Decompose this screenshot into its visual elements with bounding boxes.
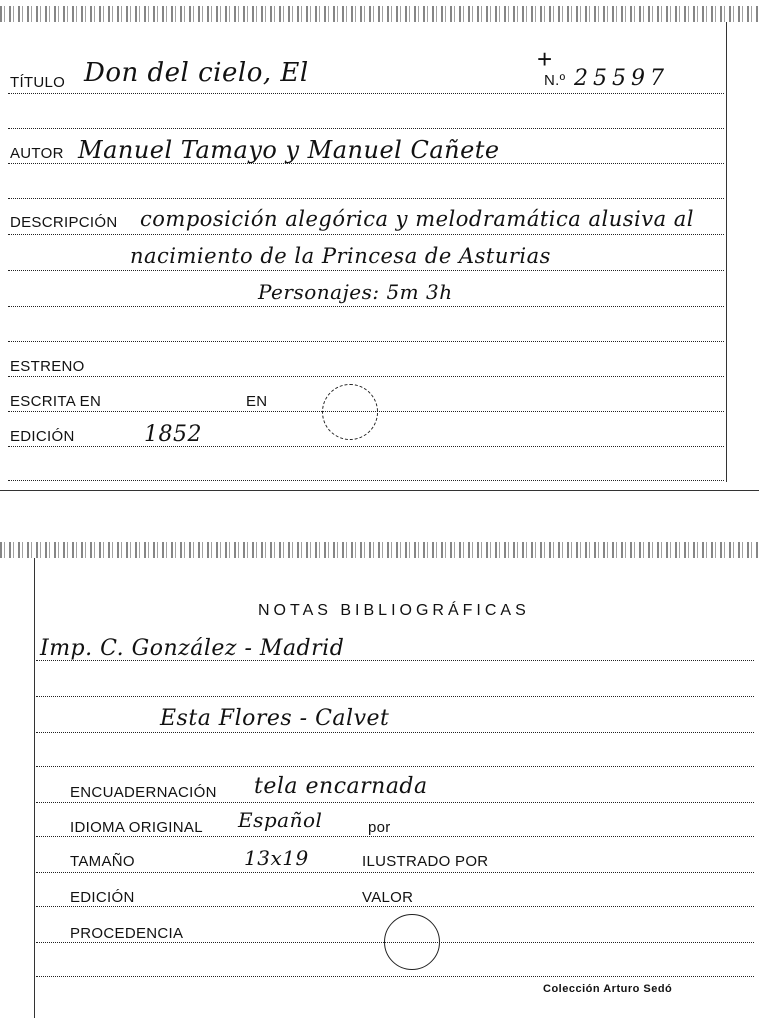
seal-circle [384,914,440,970]
note-line1: Imp. C. González - Madrid [40,636,345,661]
card-bottom-border [0,490,759,491]
edicion-label: EDICIÓN [70,889,135,906]
por-label: por [368,819,391,836]
encuadernacion-value: tela encarnada [254,774,428,799]
numero-label: N.º [544,72,566,89]
row-line [8,306,724,307]
row-line [36,836,754,837]
autor-label: AUTOR [10,145,64,162]
autor-value: Manuel Tamayo y Manuel Cañete [78,136,500,164]
procedencia-label: PROCEDENCIA [70,925,184,942]
titulo-value: Don del cielo, El [84,58,309,88]
row-line [8,376,724,377]
row-line [36,732,754,733]
row-line [36,696,754,697]
valor-label: VALOR [362,889,414,906]
descripcion-line3: Personajes: 5m 3h [258,280,453,304]
row-line [36,906,754,907]
idioma-label: IDIOMA ORIGINAL [70,819,203,836]
note-line2: Esta Flores - Calvet [160,706,390,731]
descripcion-label: DESCRIPCIÓN [10,214,118,231]
row-line [36,802,754,803]
encuadernacion-label: ENCUADERNACIÓN [70,784,217,801]
row-line [8,198,724,199]
card-right-border [726,22,727,482]
row-line [8,480,724,481]
numero-value: 25597 [574,66,669,91]
row-line [8,128,724,129]
tamano-label: TAMAÑO [70,853,135,870]
estreno-label: ESTRENO [10,358,85,375]
row-line [8,234,724,235]
notas-heading: NOTAS BIBLIOGRÁFICAS [258,602,530,619]
row-line [8,93,724,94]
descripcion-line2: nacimiento de la Princesa de Asturias [130,244,551,268]
escrita-en-label: ESCRITA EN [10,393,102,410]
edicion-label: EDICIÓN [10,428,75,445]
seal-circle [322,384,378,440]
row-line [36,872,754,873]
descripcion-line1: composición alegórica y melodramática alusiva al [140,207,695,231]
edicion-value: 1852 [144,422,202,447]
row-line [8,341,724,342]
collection-footer: Colección Arturo Sedó [543,983,673,995]
en-label: EN [246,393,268,410]
card-left-border [34,558,35,1018]
row-line [8,270,724,271]
card-top-edge [0,6,759,22]
row-line [36,766,754,767]
card-top-edge [0,542,759,558]
cross-mark: + [537,44,553,74]
ilustrado-label: ILUSTRADO POR [362,853,489,870]
row-line [36,976,754,977]
catalog-card-back [0,536,759,1028]
tamano-value: 13x19 [244,846,309,870]
idioma-value: Español [238,808,323,832]
catalog-card-front [0,0,759,500]
titulo-label: TÍTULO [10,74,66,91]
row-line [8,446,724,447]
